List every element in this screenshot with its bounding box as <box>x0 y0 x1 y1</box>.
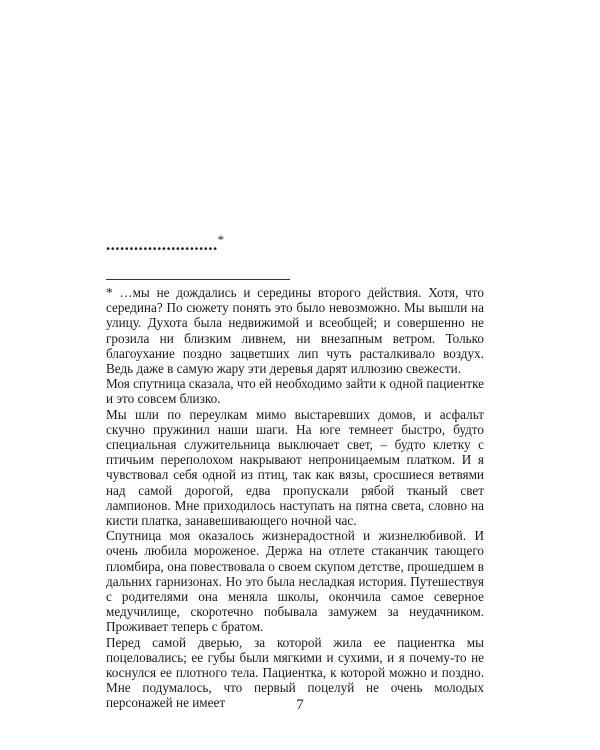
footnote-mark: * <box>217 232 225 247</box>
footnote-rule <box>106 279 290 280</box>
footnote-paragraph: Перед самой дверью, за которой жила ее пациентка мы поцеловались; ее губы были мягкими и сухими, и я почему-то не коснулся ее плотного тела. Пациентка, к которой можно и поздно. Мне подумалось, что первый поцелуй не очень молодых персонажей не имеет <box>106 634 484 711</box>
page-number: 7 <box>296 697 304 713</box>
dot-leader: ........................ <box>106 235 218 254</box>
ellipsis-separator <box>106 232 225 255</box>
footnote-paragraph: Спутница моя оказалось жизнерадостной и жизнелюбивой. И очень любила мороженое. Держа на отлете стаканчик тающего пломбира, она повествовала о своем скупом детстве, прошедшем в дальних гарнизонах. Но это была несладкая история. Путешествуя с родителями она меняла школы, окончила самое северное медучилище, скоротечно побывала замужем за неудачником. Проживает теперь с братом. <box>106 528 484 635</box>
footnote-text <box>106 285 484 711</box>
footnote-paragraph: Мы шли по переулкам мимо выстаревших домов, и асфальт скучно пружинил наши шаги. На юге темнеет быстро, будто специальная служительница выключает свет, – будто клетку с птичьим переполохом накрывают непроницаемым платком. И я чувствовал себя одной из птиц, так как вязы, сросшиеся ветвями над самой дорогой, едва пропускали рябой тканый свет лампионов. Мне приходилось наступать на пятна света, словно на кисти платка, занавешивающего ночной час. <box>106 406 484 529</box>
footnote-paragraph: * …мы не дождались и середины второго действия. Хотя, что середина? По сюжету понять это было невозможно. Мы вышли на улицу. Духота была недвижимой и всеобщей; и совершенно не грозила ни близким ливнем, ни внезапным ветром. Только благоухание поздно зацветших лип чуть расталкивало воздух. Ведь даже в самую жару эти деревья дарят иллюзию свежести. <box>106 285 484 377</box>
footnote-paragraph: Моя спутница сказала, что ей необходимо зайти к одной пациентке и это совсем близко. <box>106 376 484 407</box>
